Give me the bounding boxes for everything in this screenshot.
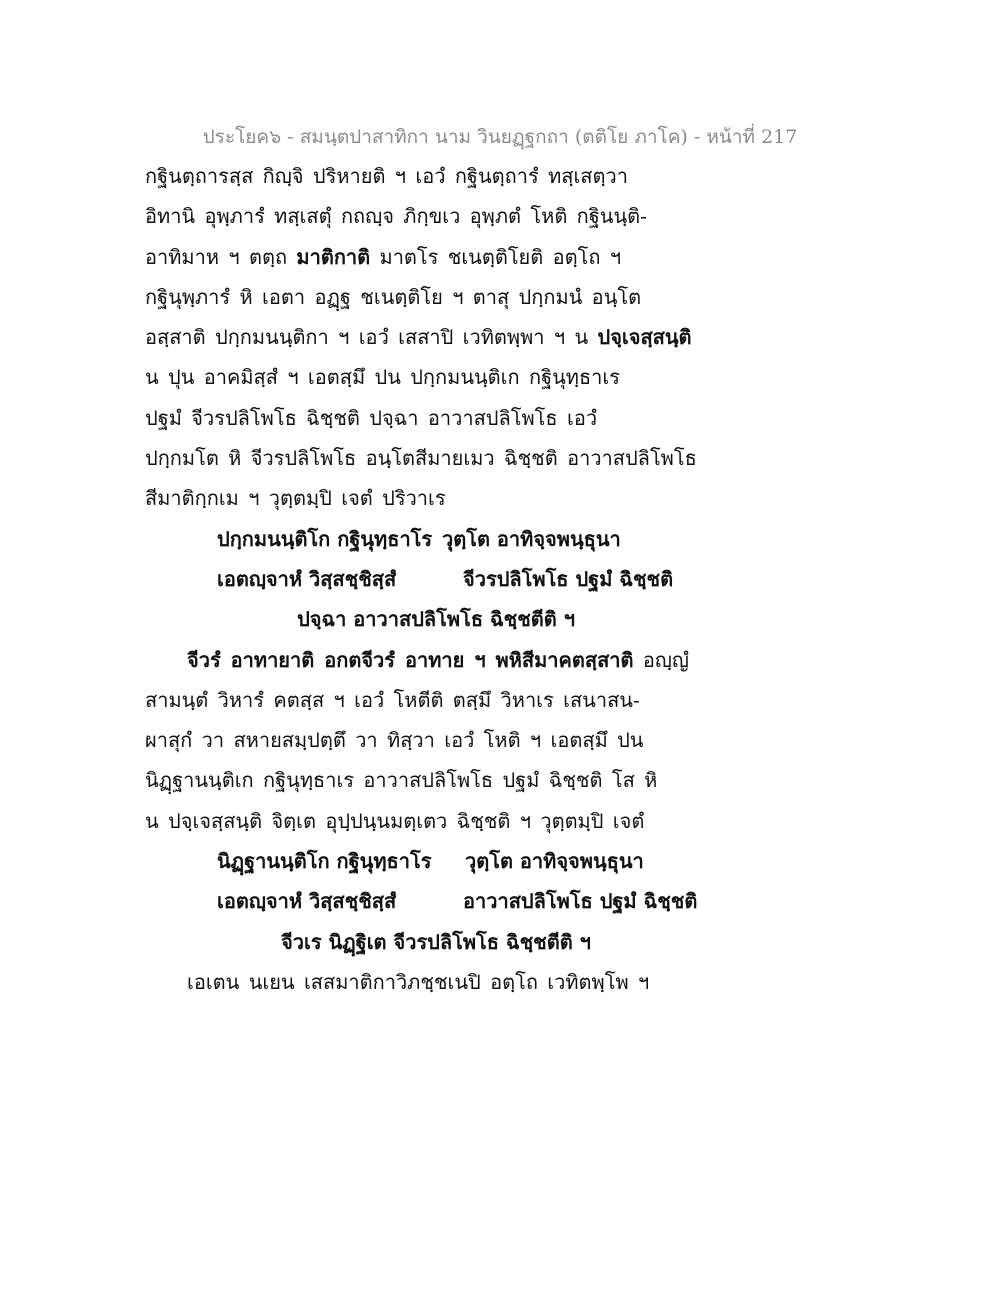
verse-left: ปกฺกมนนฺติโก กฐินุทฺธาโร xyxy=(217,526,433,551)
text-line: ผาสุกํ วา สหายสมฺปตฺตึ วา ทิสฺวา เอวํ โหติ ฯ เอตสฺมึ ปน xyxy=(145,728,644,753)
text-line: เอเตน นเยน เสสมาติกาวิภชฺชเนปิ อตฺโถ เวทิตพฺโพ ฯ xyxy=(187,969,650,994)
text-span: อสฺสาติ ปกฺกมนนฺติกา ฯ เอวํ เสสาปิ เวทิตพฺพา ฯ น xyxy=(145,325,598,350)
text-line: ปกฺกมโต หิ จีวรปลิโพโธ อนฺโตสีมายเมว ฉิชฺชติ อาวาสปลิโพโธ xyxy=(145,446,697,471)
text-line: สีมาติกฺกเม ฯ วุตฺตมฺปิ เจตํ ปริวาเร xyxy=(145,486,446,511)
verse-left: เอตญฺจาหํ วิสฺสชฺชิสฺสํ xyxy=(217,566,397,591)
text-line xyxy=(145,237,705,277)
text-line: น ปุน อาคมิสฺสํ ฯ เอตสฺมึ ปน ปกฺกมนนฺติเก กฐินุทฺธาเร xyxy=(145,365,620,390)
text-line: อิทานิ อุพฺภารํ ทสฺเสตุํ กถญฺจ ภิกฺขเว อุพฺภตํ โหติ กฐินนฺติ- xyxy=(145,204,647,229)
verse-left: นิฏฺฐานนฺติโก กฐินุทฺธาโร xyxy=(217,849,432,874)
page-header: ประโยค๖ - สมนฺตปาสาทิกา นาม วินยฏฺฐกถา (ตติโย ภาโค) - หน้าที่ 217 xyxy=(202,126,798,148)
bold-term: จีวรํ อาทายาติ อกตจีวรํ อาทาย ฯ พหิสีมาคตสฺสาติ xyxy=(187,647,634,672)
verse-line xyxy=(145,559,705,599)
verse-line xyxy=(145,881,705,921)
text-line: น ปจฺเจสฺสนฺติ จิตฺเต อุปฺปนฺนมตฺเตว ฉิชฺชติ ฯ วุตฺตมฺปิ เจตํ xyxy=(145,808,645,833)
text-line: กฐินุพฺภารํ หิ เอตา อฏฺฐ ชเนตฺติโย ฯ ตาสุ ปกฺกมนํ อนฺโต xyxy=(145,284,642,309)
text-line xyxy=(145,640,705,680)
text-span: มาตโร ชเนตฺติโยติ อตฺโถ ฯ xyxy=(370,244,622,269)
verse-left: เอตญฺจาหํ วิสฺสชฺชิสฺสํ xyxy=(217,889,397,914)
text-span: อญฺญํ xyxy=(633,647,689,672)
text-line: นิฏฺฐานนฺติเก กฐินุทฺธาเร อาวาสปลิโพโธ ปฐมํ ฉิชฺชติ โส หิ xyxy=(145,768,658,793)
verse-line-center: จีวเร นิฏฺฐิเต จีวรปลิโพโธ ฉิชฺชตีติ ฯ xyxy=(281,929,591,954)
verse-right: วุตฺโต อาทิจฺจพนฺธุนา xyxy=(442,526,621,551)
verse-line xyxy=(145,519,705,559)
verse-line xyxy=(145,841,705,881)
text-line: ปฐมํ จีวรปลิโพโธ ฉิชฺชติ ปจฺฉา อาวาสปลิโพโธ เอวํ xyxy=(145,405,598,430)
verse-line-center: ปจฺฉา อาวาสปลิโพโธ ฉิชฺชตีติ ฯ xyxy=(297,607,575,632)
bold-term: ปจฺเจสฺสนฺติ xyxy=(597,325,692,350)
verse-right: อาวาสปลิโพโธ ปฐมํ ฉิชฺชติ xyxy=(463,889,698,914)
text-span: อาทิมาห ฯ ตตฺถ xyxy=(145,244,297,269)
bold-term: มาติกาติ xyxy=(296,244,371,269)
text-line xyxy=(145,317,705,357)
verse-right: จีวรปลิโพโธ ปฐมํ ฉิชฺชติ xyxy=(463,566,674,591)
text-line: กฐินตฺถารสฺส กิญฺจิ ปริหายติ ฯ เอวํ กฐินตฺถารํ ทสฺเสตฺวา xyxy=(145,164,628,188)
text-line: สามนฺตํ วิหารํ คตสฺส ฯ เอวํ โหตีติ ตสฺมึ วิหาเร เสนาสน- xyxy=(145,687,640,712)
verse-right: วุตฺโต อาทิจฺจพนฺธุนา xyxy=(465,849,644,874)
page-body xyxy=(145,156,705,1002)
